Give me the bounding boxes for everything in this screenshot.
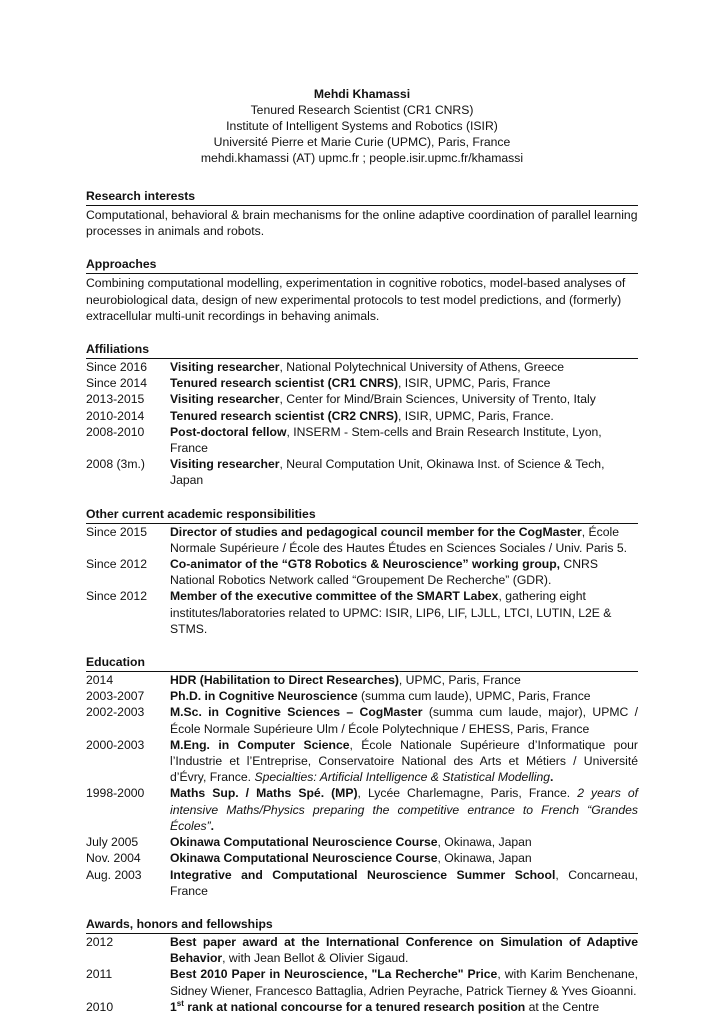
entry-description [170,672,638,688]
entry-description [170,785,638,834]
entry-superscript: st [176,998,184,1008]
entry-description [170,375,638,391]
entry-detail: , Concarneau, France [170,867,638,898]
affiliations-list [86,359,638,489]
entry-date: 1998-2000 [86,786,145,801]
responsibilities-section [86,506,638,637]
entry-detail: , École Normale Supérieure / École des Hautes Études en Sciences Sociales / Univ. Paris 5. [170,524,628,555]
entry-description [170,359,638,375]
entry-title: M.Sc. in Cognitive Sciences – CogMaster [170,705,423,720]
entry-title: Tenured research scientist (CR1 CNRS) [170,376,399,391]
entry-detail: , UPMC, Paris, France [398,673,521,688]
entry-detail: (summa cum laude, major), UPMC / École Normale Supérieure Ulm / École Polytechnique / EHESS, Paris, France [170,705,639,736]
entry-detail: , National Polytechnical University of Athens, Greece [279,360,565,375]
education-section [86,654,638,899]
entry-row [86,456,638,488]
approaches-section [86,256,638,324]
entry-title-cont: rank at national concourse for a tenured research position [183,999,526,1014]
entry-date: 2003-2007 [86,689,145,704]
entry-detail: , Okinawa, Japan [437,851,532,866]
author-institute: Institute of Intelligent Systems and Robotics (ISIR) [226,119,498,133]
entry-title: Visiting researcher [170,392,280,407]
author-position: Tenured Research Scientist (CR1 CNRS) [250,103,474,117]
entry-date: 2002-2003 [86,705,145,720]
entry-row [86,934,638,966]
entry-detail: CNRS National Robotics Network called “Groupement De Recherche” (GDR). [170,557,598,588]
entry-date: Since 2016 [86,360,147,375]
entry-description [170,999,638,1015]
entry-date: Nov. 2004 [86,851,141,866]
entry-date: 2008 (3m.) [86,457,145,472]
research-section [86,188,638,239]
entry-row [86,672,638,688]
entry-date: Aug. 2003 [86,867,142,882]
entry-date: 2011 [86,967,113,982]
entry-detail: (summa cum laude), UPMC, Paris, France [357,689,591,704]
entry-row [86,688,638,704]
entry-date: 2000-2003 [86,737,145,752]
entry-date: 2008-2010 [86,424,145,439]
entry-description [170,424,638,456]
education-list [86,672,638,899]
entry-detail: , with Karim Benchenane, Sidney Wiener, Francesco Battaglia, Adrien Peyrache, Patrick Tierney & Yves Gioanni. [170,967,638,998]
entry-date: Since 2012 [86,589,147,604]
entry-detail: , ISIR, UPMC, Paris, France [398,376,551,391]
entry-title: Co-animator of the “GT8 Robotics & Neuroscience” working group, [170,557,561,572]
entry-date: July 2005 [86,835,139,850]
entry-date: 2010 [86,999,114,1014]
cv-page [86,86,638,1015]
research-title: Research interests [86,188,638,206]
entry-description [170,850,638,866]
entry-date: 2013-2015 [86,392,145,407]
entry-italic: 2 years of intensive Maths/Physics preparing the competitive entrance to French “Grandes Écoles” [170,786,638,833]
entry-title: Tenured research scientist (CR2 CNRS) [170,408,399,423]
entry-title: Okinawa Computational Neuroscience Course [170,835,438,850]
entry-description [170,524,638,556]
entry-row [86,737,638,786]
entry-row [86,704,638,736]
research-text: Computational, behavioral & brain mechanisms for the online adaptive coordination of parallel learning processes in animals and robots. [86,208,638,239]
entry-date: 2014 [86,673,114,688]
entry-date: Since 2015 [86,524,147,539]
entry-tail: . [210,818,215,833]
entry-title: 1 [170,999,177,1014]
entry-description [170,934,638,966]
entry-detail: , ISIR, UPMC, Paris, France. [398,408,554,423]
entry-date: 2010-2014 [86,408,145,423]
entry-description [170,688,638,704]
author-contact: mehdi.khamassi (AT) upmc.fr ; people.isir.upmc.fr/khamassi [200,151,524,165]
entry-title: Visiting researcher [170,360,280,375]
entry-detail: , Lycée Charlemagne, Paris, France. [357,786,578,801]
entry-italic: Specialties: Artificial Intelligence & Statistical Modelling [254,770,551,785]
entry-description [170,966,638,998]
entry-title: Integrative and Computational Neuroscience Summer School [170,867,556,882]
entry-title: Ph.D. in Cognitive Neuroscience [170,689,358,704]
entry-row [86,391,638,407]
entry-description [170,391,638,407]
entry-description [170,737,638,786]
entry-description [170,867,638,899]
entry-title: M.Eng. in Computer Science [170,737,350,752]
entry-detail: , Okinawa, Japan [437,835,532,850]
entry-row [86,850,638,866]
author-university: Université Pierre et Marie Curie (UPMC), Paris, France [213,135,511,149]
entry-title: Best paper award at the International Conference on Simulation of Adaptive Behavior [170,934,638,966]
entry-row [86,424,638,456]
entry-title: Post-doctoral fellow [170,424,287,439]
entry-detail: , École Nationale Supérieure d’Informatique pour l’Industrie et l’Entreprise, Conservatoire National des Arts et Métiers / Université d’Évry, France. [170,737,638,785]
affiliations-title: Affiliations [86,341,638,359]
entry-title: Visiting researcher [170,457,280,472]
entry-date: Since 2012 [86,557,147,572]
entry-title: Maths Sup. / Maths Spé. (MP) [170,786,358,801]
entry-description [170,588,638,637]
responsibilities-title: Other current academic responsibilities [86,506,638,524]
entry-description [170,704,638,736]
entry-detail: , Neural Computation Unit, Okinawa Inst. of Science & Tech, Japan [170,457,605,488]
entry-description [170,834,638,850]
entry-description [170,456,638,488]
entry-row [86,588,638,637]
awards-title: Awards, honors and fellowships [86,916,638,934]
author-name: Mehdi Khamassi [313,87,411,101]
approaches-text: Combining computational modelling, experimentation in cognitive robotics, model-based analyses of neurobiological data, design of new experimental protocols to test model predictions, and (formerly) extracellular multi-unit recordings in behaving animals. [86,276,626,323]
education-title: Education [86,654,638,672]
entry-row [86,834,638,850]
entry-row [86,359,638,375]
entry-row [86,408,638,424]
entry-row [86,867,638,899]
entry-description [170,408,638,424]
entry-title: Okinawa Computational Neuroscience Course [170,851,438,866]
entry-row [86,524,638,556]
entry-detail: , with Jean Bellot & Olivier Sigaud. [222,951,409,966]
entry-date: 2012 [86,934,114,949]
entry-row [86,556,638,588]
cv-header [86,86,638,166]
entry-row [86,999,638,1015]
entry-detail: , gathering eight institutes/laboratories related to UPMC: ISIR, LIP6, LIF, LJLL, LTCI, LUTIN, L2E & STMS. [170,589,612,636]
entry-row [86,785,638,834]
entry-row [86,966,638,998]
affiliations-section [86,341,638,489]
entry-detail: , INSERM - Stem-cells and Brain Research Institute, Lyon, France [170,424,602,456]
awards-list [86,934,638,1015]
awards-section [86,916,638,1015]
entry-date: Since 2014 [86,376,147,391]
entry-title: Member of the executive committee of the SMART Labex [170,589,499,604]
entry-row [86,375,638,391]
entry-description [170,556,638,588]
entry-detail: at the Centre [525,999,600,1014]
entry-title: Best 2010 Paper in Neuroscience, "La Recherche" Price [170,967,498,982]
entry-title: Director of studies and pedagogical council member for the CogMaster [170,524,582,539]
entry-detail: , Center for Mind/Brain Sciences, University of Trento, Italy [279,392,596,407]
approaches-title: Approaches [86,256,638,274]
entry-tail: . [550,770,554,785]
responsibilities-list [86,524,638,637]
entry-title: HDR (Habilitation to Direct Researches) [170,673,399,688]
